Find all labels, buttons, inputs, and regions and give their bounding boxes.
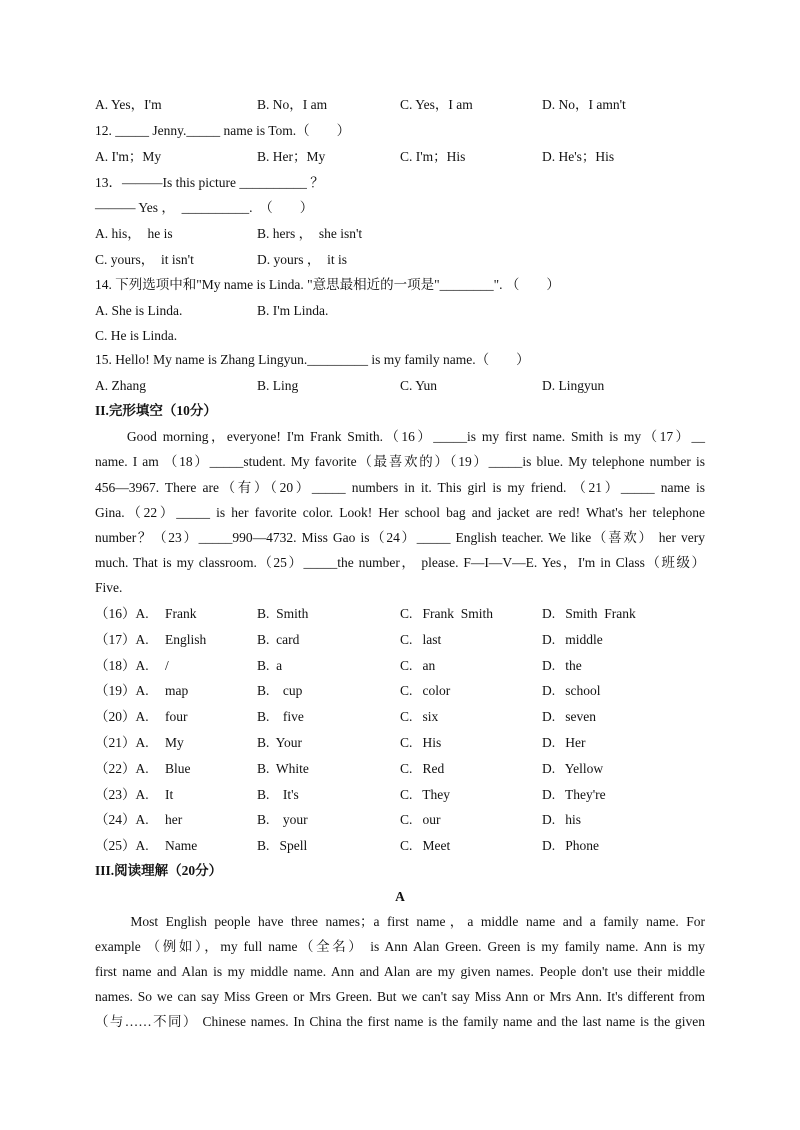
passage-line: Most English people have three names；a first name，a middle name and a family name. For: [95, 914, 705, 929]
cloze-line: much. That is my classroom.（25）_____the number， please. F—I—V—E. Yes，I'm in Class（班级）: [95, 555, 705, 570]
cloze-option-d: D. Her: [542, 735, 586, 750]
section-3-heading: III.阅读理解（20分）: [95, 863, 223, 878]
cloze-option-b: B. a: [257, 658, 283, 673]
cloze-line: Gina.（22）_____ is her favorite color. Look! Her school bag and jacket are red! What's her telephone: [95, 505, 705, 520]
cloze-option-a: her: [165, 812, 183, 827]
cloze-item-number: （21）A.: [95, 735, 149, 750]
cloze-option-b: B. card: [257, 632, 300, 647]
q11-option-c: C. Yes，I am: [400, 97, 473, 112]
cloze-option-c: C. our: [400, 812, 441, 827]
cloze-option-a: map: [165, 683, 189, 698]
q13-option-d: D. yours ， it is: [257, 252, 348, 267]
cloze-option-d: D. Smith Frank: [542, 606, 636, 621]
cloze-item-number: （20）A.: [95, 709, 149, 724]
cloze-option-c: C. six: [400, 709, 439, 724]
cloze-item-number: （17）A.: [95, 632, 149, 647]
cloze-line: name. I am （18）_____student. My favorite（最喜欢的）（19）_____is blue. My telephone number is: [95, 454, 705, 469]
q12-option-b: B. Her；My: [257, 149, 326, 164]
cloze-option-c: C. last: [400, 632, 442, 647]
q15-option-a: A. Zhang: [95, 378, 146, 393]
cloze-option-d: D. Yellow: [542, 761, 604, 776]
cloze-option-c: C. color: [400, 683, 451, 698]
cloze-line: Good morning，everyone! I'm Frank Smith.（16）_____is my first name. Smith is my（17）__: [95, 429, 705, 444]
passage-label: A: [395, 889, 405, 904]
cloze-option-d: D. seven: [542, 709, 596, 724]
cloze-option-c: C. Frank Smith: [400, 606, 494, 621]
q15-stem: 15. Hello! My name is Zhang Lingyun._________ is my family name.（ ）: [95, 352, 530, 367]
q11-option-a: A. Yes，I'm: [95, 97, 162, 112]
cloze-option-c: C. Meet: [400, 838, 451, 853]
cloze-option-a: Blue: [165, 761, 191, 776]
cloze-item-number: （23）A.: [95, 787, 149, 802]
cloze-line: 456—3967. There are（有）（20）_____ numbers in it. This girl is my friend. （21）_____ name is: [95, 480, 705, 495]
cloze-option-a: /: [165, 658, 169, 673]
q14-option-b: B. I'm Linda.: [257, 303, 329, 318]
q14-stem: 14. 下列选项中和"My name is Linda. "意思最相近的一项是"________". （ ）: [95, 277, 560, 292]
cloze-option-a: Frank: [165, 606, 197, 621]
cloze-option-a: My: [165, 735, 184, 750]
q15-option-b: B. Ling: [257, 378, 299, 393]
section-2-heading: II.完形填空（10分）: [95, 403, 217, 418]
cloze-option-b: B. White: [257, 761, 309, 776]
cloze-item-number: （22）A.: [95, 761, 149, 776]
q13-option-c: C. yours， it isn't: [95, 252, 194, 267]
cloze-option-a: It: [165, 787, 174, 802]
cloze-option-c: C. His: [400, 735, 442, 750]
passage-line: names. So we can say Miss Green or Mrs Green. But we can't say Miss Ann or Mrs Ann. It's different from: [95, 989, 705, 1004]
cloze-option-d: D. his: [542, 812, 582, 827]
cloze-option-b: B. cup: [257, 683, 303, 698]
cloze-item-number: （25）A.: [95, 838, 149, 853]
cloze-option-a: English: [165, 632, 207, 647]
cloze-item-number: （16）A.: [95, 606, 149, 621]
cloze-option-b: B. five: [257, 709, 304, 724]
q12-option-c: C. I'm；His: [400, 149, 466, 164]
cloze-option-d: D. middle: [542, 632, 603, 647]
cloze-line: Five.: [95, 580, 123, 595]
cloze-item-number: （24）A.: [95, 812, 149, 827]
cloze-option-b: B. It's: [257, 787, 299, 802]
q14-option-c: C. He is Linda.: [95, 328, 178, 343]
cloze-option-b: B. Your: [257, 735, 303, 750]
q15-option-c: C. Yun: [400, 378, 438, 393]
cloze-option-c: C. Red: [400, 761, 445, 776]
cloze-option-c: C. They: [400, 787, 450, 802]
cloze-line: number？（23）_____990—4732. Miss Gao is（24）_____ English teacher. We like（喜欢） her very: [95, 530, 705, 545]
q12-stem: 12. _____ Jenny._____ name is Tom.（ ）: [95, 123, 351, 138]
cloze-option-d: D. Phone: [542, 838, 599, 853]
cloze-option-d: D. They're: [542, 787, 606, 802]
q15-option-d: D. Lingyun: [542, 378, 605, 393]
cloze-option-a: Name: [165, 838, 198, 853]
cloze-option-d: D. the: [542, 658, 582, 673]
q13-option-b: B. hers ， she isn't: [257, 226, 363, 241]
q13-option-a: A. his， he is: [95, 226, 173, 241]
cloze-item-number: （19）A.: [95, 683, 149, 698]
cloze-item-number: （18）A.: [95, 658, 149, 673]
cloze-option-a: four: [165, 709, 188, 724]
q13-stem-line2: ——— Yes ， __________. （ ）: [95, 200, 314, 215]
cloze-option-b: B. Spell: [257, 838, 308, 853]
cloze-option-b: B. Smith: [257, 606, 309, 621]
passage-line: first name and Alan is my middle name. Ann and Alan are my given names. People don't use their middle: [95, 964, 705, 979]
passage-line: （与……不同） Chinese names. In China the first name is the family name and the last name is the given: [95, 1014, 705, 1029]
cloze-option-d: D. school: [542, 683, 601, 698]
q11-option-d: D. No，I amn't: [542, 97, 626, 112]
q13-stem-line1: 13．———Is this picture __________ ？: [95, 175, 324, 190]
cloze-option-c: C. an: [400, 658, 436, 673]
q14-option-a: A. She is Linda.: [95, 303, 183, 318]
q12-option-a: A. I'm；My: [95, 149, 162, 164]
cloze-option-b: B. your: [257, 812, 308, 827]
passage-line: example （例如），my full name（全名） is Ann Alan Green. Green is my family name. Ann is my: [95, 939, 705, 954]
q12-option-d: D. He's；His: [542, 149, 615, 164]
q11-option-b: B. No，I am: [257, 97, 328, 112]
